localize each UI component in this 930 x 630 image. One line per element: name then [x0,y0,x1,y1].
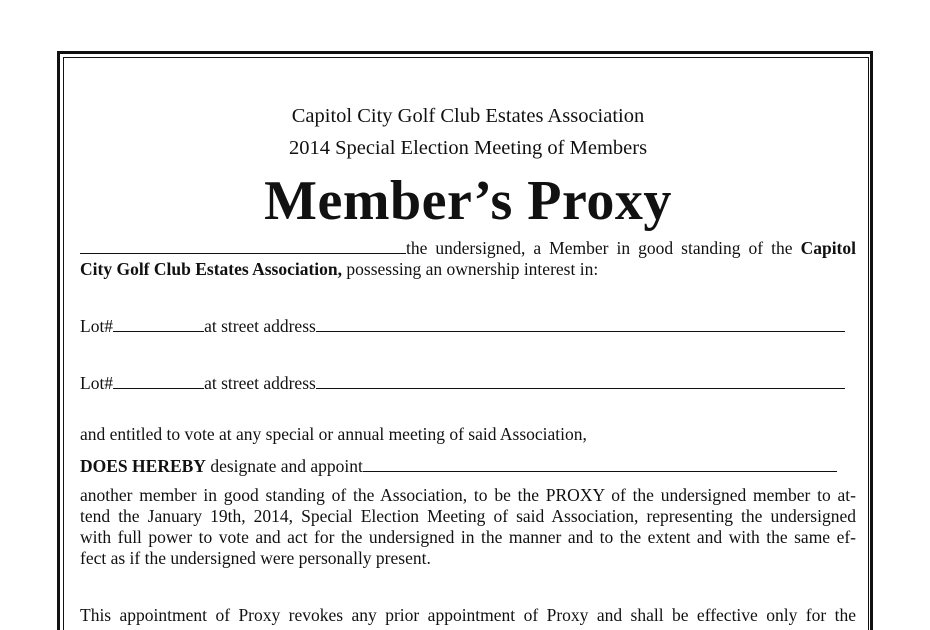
proxy-paragraph-line: tend the January 19th, 2014, Special Election Meeting of said Association, representing the undersigned [80,506,856,526]
intro-org-bold-2: City Golf Club Estates Association, [80,259,343,279]
proxy-paragraph [80,485,856,569]
intro-text: the undersigned, a Member in good standing of the [406,238,793,258]
lot-row-2 [80,373,856,394]
document-title: Member’s Proxy [264,170,672,232]
appoint-text: designate and appoint [210,456,363,476]
lot-number-blank-1[interactable] [113,316,204,332]
lot-row-1 [80,316,856,337]
proxy-paragraph-line: with full power to vote and act for the undersigned in the manner and to the extent and with the same ef- [80,527,856,547]
appoint-bold: DOES HEREBY [80,456,206,476]
street-address-blank-1[interactable] [316,316,845,332]
revocation-line: This appointment of Proxy revokes any prior appointment of Proxy and shall be effective only for the [80,605,856,625]
intro-line-2 [80,259,856,280]
intro-org-bold-1: Capitol [800,238,857,258]
proxy-paragraph-line: another member in good standing of the Association, to be the PROXY of the undersigned member to at- [80,485,856,505]
entitled-line: and entitled to vote at any special or annual meeting of said Association, [80,424,587,444]
street-address-blank-2[interactable] [316,373,845,389]
appoint-line [80,456,856,477]
intro-text-end: possessing an ownership interest in: [346,259,599,279]
proxy-name-blank[interactable] [363,456,837,472]
proxy-paragraph-line: fect as if the undersigned were personally present. [80,548,431,568]
address-label: at street address [204,316,316,336]
meeting-heading: 2014 Special Election Meeting of Members [288,137,648,159]
intro-line-1 [80,238,856,259]
lot-label: Lot# [80,316,114,336]
lot-label: Lot# [80,373,114,393]
lot-number-blank-2[interactable] [113,373,204,389]
address-label: at street address [204,373,316,393]
member-name-blank[interactable] [80,238,406,254]
organization-heading: Capitol City Golf Club Estates Association [291,105,645,127]
